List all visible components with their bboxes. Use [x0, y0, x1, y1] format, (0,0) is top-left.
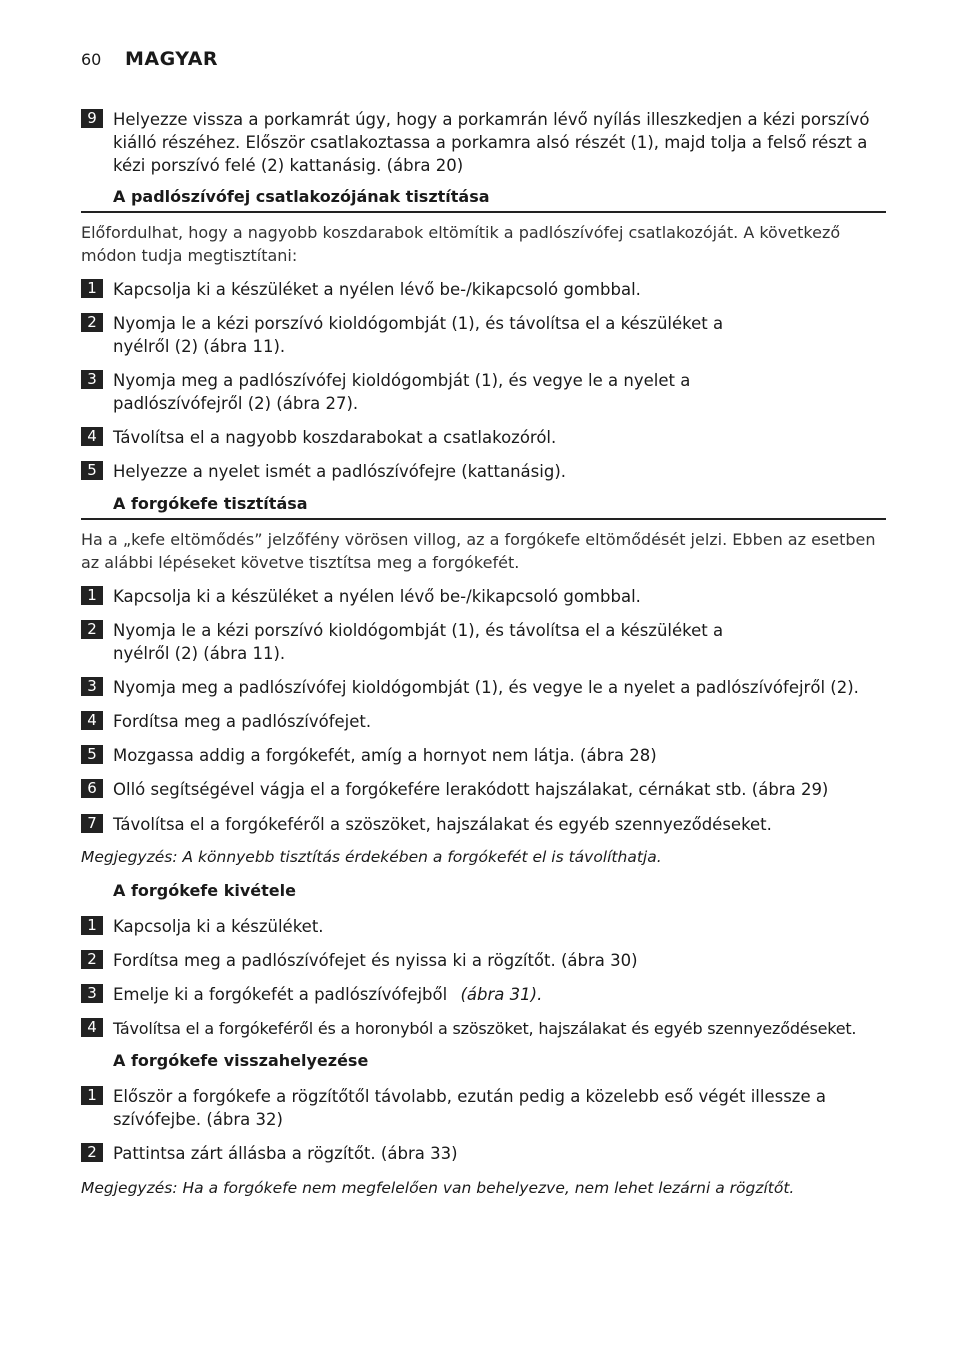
step-item — [81, 813, 891, 836]
step-item — [81, 460, 891, 483]
step-text: Távolítsa el a forgókeféről a szöszöket, hajszálakat és egyéb szennyeződéseket. — [113, 815, 772, 834]
step-item — [81, 108, 891, 177]
step-number: 1 — [81, 586, 103, 605]
note-text: Megjegyzés: A könnyebb tisztítás érdekében a forgókefét el is távolíthatja. — [81, 848, 662, 866]
step-text: Távolítsa el a nagyobb koszdarabokat a csatlakozóról. — [113, 428, 557, 447]
language-title: MAGYAR — [125, 48, 219, 70]
step-text: Fordítsa meg a padlószívófejet és nyissa ki a rögzítőt. (ábra 30) — [113, 951, 638, 970]
step-text: Mozgassa addig a forgókefét, amíg a hornyot nem látja. (ábra 28) — [113, 746, 657, 765]
step-item — [81, 710, 891, 733]
step-number: 5 — [81, 461, 103, 480]
step-text: Helyezze vissza a porkamrát úgy, hogy a porkamrán lévő nyílás illeszkedjen a kézi porszívó kiálló részéhez. Először csatlakoztassa a porkamra alsó részét (1), majd tolja a felső részt a kézi porszívó felé (2) kattanásig. (ábra 20) — [113, 110, 870, 175]
step-item — [81, 778, 891, 801]
section-title: A forgókefe tisztítása — [113, 494, 308, 513]
section-title: A padlószívófej csatlakozójának tisztítása — [113, 187, 490, 206]
step-text: Kapcsolja ki a készüléket. — [113, 917, 324, 936]
figure-reference: (ábra 31). — [460, 985, 543, 1004]
step-text: Nyomja le a kézi porszívó kioldógombját (1), és távolítsa el a készüléket a nyélről (2) (ábra 11). — [113, 314, 724, 356]
step-number: 6 — [81, 779, 103, 798]
step-number: 5 — [81, 745, 103, 764]
step-number: 1 — [81, 916, 103, 935]
step-text: Pattintsa zárt állásba a rögzítőt. (ábra 33) — [113, 1144, 458, 1163]
step-number: 2 — [81, 313, 103, 332]
step-text: Először a forgókefe a rögzítőtől távolabb, ezután pedig a közelebb eső végét illessze a szívófejbe. (ábra 32) — [113, 1087, 826, 1129]
step-text: Nyomja meg a padlószívófej kioldógombját (1), és vegye le a nyelet a padlószívófejről (2) (ábra 27). — [113, 371, 691, 413]
page-header — [81, 48, 218, 70]
step-text: Nyomja meg a padlószívófej kioldógombját (1), és vegye le a nyelet a padlószívófejről (2). — [113, 678, 859, 697]
section-title: A forgókefe kivétele — [113, 881, 296, 900]
step-text: Olló segítségével vágja el a forgókefére lerakódott hajszálakat, cérnákat stb. (ábra 29) — [113, 780, 829, 799]
section-intro: Előfordulhat, hogy a nagyobb koszdarabok eltömítik a padlószívófej csatlakozóját. A következő módon tudja megtisztítani: — [81, 223, 841, 265]
step-item — [81, 983, 891, 1006]
step-item — [81, 1017, 891, 1040]
step-item — [81, 915, 891, 938]
step-number: 3 — [81, 677, 103, 696]
step-text: Helyezze a nyelet ismét a padlószívófejre (kattanásig). — [113, 462, 567, 481]
step-item — [81, 744, 891, 767]
step-text: Kapcsolja ki a készüléket a nyélen lévő be-/kikapcsoló gombbal. — [113, 587, 641, 606]
section-divider — [81, 518, 886, 520]
section-title: A forgókefe visszahelyezése — [113, 1051, 369, 1070]
step-text: Nyomja le a kézi porszívó kioldógombját (1), és távolítsa el a készüléket a nyélről (2) (ábra 11). — [113, 621, 724, 663]
section-divider — [81, 211, 886, 213]
step-item — [81, 1085, 891, 1131]
step-item — [81, 426, 891, 449]
page-number: 60 — [81, 50, 102, 69]
step-text — [113, 983, 542, 1006]
step-number: 2 — [81, 620, 103, 639]
step-text: Fordítsa meg a padlószívófejet. — [113, 712, 372, 731]
step-number: 1 — [81, 1086, 103, 1105]
step-text: Távolítsa el a forgókeféről és a horonyból a szöszöket, hajszálakat és egyéb szennyeződéseket. — [113, 1019, 857, 1038]
step-number: 4 — [81, 427, 103, 446]
step-item — [81, 949, 891, 972]
step-number: 2 — [81, 1143, 103, 1162]
step-number: 1 — [81, 279, 103, 298]
step-item — [81, 369, 891, 415]
step-number: 7 — [81, 814, 103, 833]
step-text: Kapcsolja ki a készüléket a nyélen lévő be-/kikapcsoló gombbal. — [113, 280, 641, 299]
section-intro: Ha a „kefe eltömődés” jelzőfény vörösen villog, az a forgókefe eltömődését jelzi. Ebben az esetben az alábbi lépéseket követve tisztítsa meg a forgókefét. — [81, 530, 876, 572]
step-number: 2 — [81, 950, 103, 969]
step-item — [81, 278, 891, 301]
step-number: 4 — [81, 711, 103, 730]
step-item — [81, 619, 891, 665]
step-number: 3 — [81, 370, 103, 389]
note-text: Megjegyzés: Ha a forgókefe nem megfelelően van behelyezve, nem lehet lezárni a rögzítőt. — [81, 1179, 795, 1197]
step-number: 3 — [81, 984, 103, 1003]
step-item — [81, 676, 891, 699]
step-item — [81, 1142, 891, 1165]
step-number: 4 — [81, 1018, 103, 1037]
step-item — [81, 585, 891, 608]
step-text-main: Emelje ki a forgókefét a padlószívófejből — [113, 985, 448, 1004]
step-number: 9 — [81, 109, 103, 128]
step-item — [81, 312, 891, 358]
